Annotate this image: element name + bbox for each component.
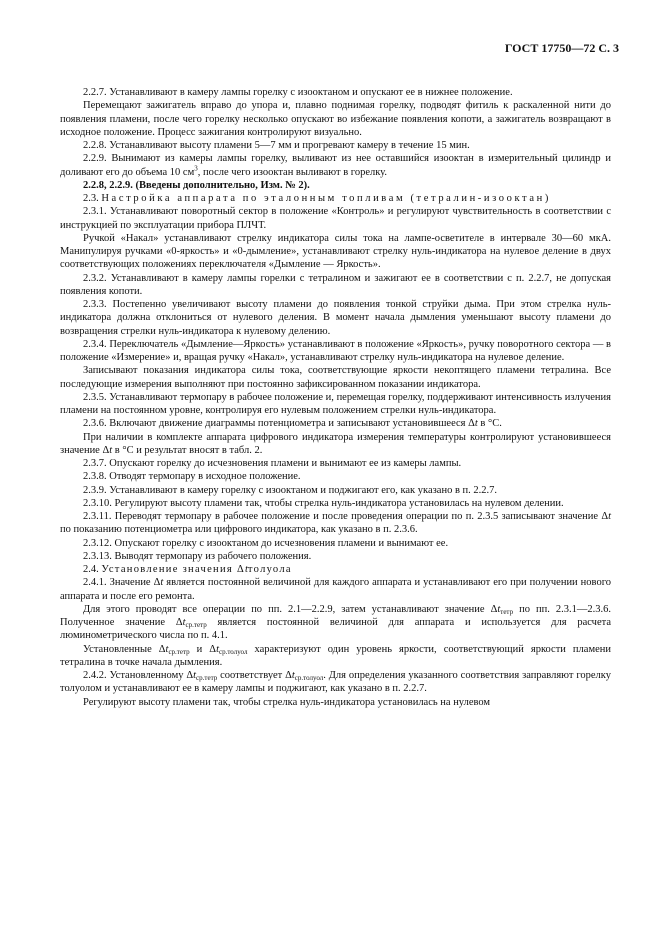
paragraph: Записывают показания индикатора силы тока, соответствующие яркости некоптящего пламени тетралина. Все последующие измерения выполняют при постоянно зафиксированном показании индикатора. [60, 365, 611, 390]
section-heading: 2.3. Настройка аппарата по эталонным топливам (тетралин-изооктан) [83, 193, 551, 204]
paragraph: 2.2.7. Устанавливают в камеру лампы горелку с изооктаном и опускают ее в нижнее положение. [83, 87, 513, 98]
section-heading: 2.4. Установление значения Δtтолуола [83, 564, 292, 575]
paragraph: Ручкой «Накал» устанавливают стрелку индикатора силы тока на лампе-осветителе в интервале 30—60 мкА. Манипулируя ручками «0-яркость» и «0-дымление», устанавливают стрелку нуль-индикатора на нулевое деление в двух соответствующих положениях переключателя «Дымление — Яркость». [60, 232, 611, 271]
paragraph: 2.3.2. Устанавливают в камеру лампы горелки с тетралином и зажигают ее в соответствии с п. 2.2.7, не допуская появления копоти. [60, 272, 611, 297]
paragraph: 2.3.5. Устанавливают термопару в рабочее положение и, перемещая горелку, поддерживают интенсивность излучения пламени на постоянном уровне, контролируя его нулевым положением стрелки нуль-индикатора. [60, 391, 611, 416]
paragraph: Установленные $\Delta t_{ср.тетр}$ и $\Delta t_{ср.толуол}$ характеризуют один уровень яркости, соответствующий яркости пламени тетралина в точке начала дымления. [60, 643, 611, 668]
paragraph: 2.3.4. Переключатель «Дымление—Яркость» устанавливают в положение «Яркость», ручку поворотного сектора — в положение «Измерение» и, вращая ручку «Накал», устанавливают стрелку нуль-индикатора на нулевое деление. [60, 338, 611, 363]
paragraph: 2.3.12. Опускают горелку с изооктаном до исчезновения пламени и вынимают ее. [83, 537, 449, 549]
paragraph: 2.3.6. Включают движение диаграммы потенциометра и записывают установившееся Δt в °С. [83, 418, 502, 430]
paragraph: 2.4.1. Значение Δt является постоянной величиной для каждого аппарата и устанавливают его при получении нового аппарата и после его ремонта. [60, 577, 611, 602]
paragraph: 2.3.8. Отводят термопару в исходное положение. [83, 471, 301, 483]
paragraph: Перемещают зажигатель вправо до упора и, плавно поднимая горелку, подводят фитиль к раскаленной нити до появления пламени, после чего горелку несколько опускают во избежание появления копоти, а зажигатель возвращают в исходное положение. Процесс зажигания контролируют визуально. [60, 100, 611, 138]
page-header: ГОСТ 17750—72 С. 3 [504, 41, 619, 55]
paragraph: 2.2.9. Вынимают из камеры лампы горелку, выливают из нее оставшийся изооктан в измерительный цилиндр и доливают его до объема 10 $см^3$, после чего изооктан выливают в горелку. [60, 153, 611, 178]
paragraph: 2.3.9. Устанавливают в камеру горелку с изооктаном и поджигают его, как указано в п. 2.2.7. [83, 484, 498, 496]
paragraph: 2.3.3. Постепенно увеличивают высоту пламени до появления тонкой струйки дыма. При этом стрелка нуль-индикатора должна отклониться от нулевого деления. В момент начала дымления уменьшают высоту пламени до возвращения стрелки нуль-индикатора к нулевому делению. [60, 299, 611, 337]
amendment-note: 2.2.8, 2.2.9. (Введены дополнительно, Изм. № 2). [83, 179, 310, 191]
paragraph: 2.3.10. Регулируют высоту пламени так, чтобы стрелка нуль-индикатора установилась на нулевом делении. [83, 497, 564, 509]
document-body [60, 86, 611, 709]
paragraph: 2.4.2. Установленному $\Delta t_{ср.тетр}$ соответствует $\Delta t_{ср.толуол}$. Для определения указанного соответствия заправляют горелку толуолом и устанавливают ее в камеру лампы и поджигают, как указано в п. 2.2.7. [60, 670, 611, 695]
paragraph: 2.3.13. Выводят термопару из рабочего положения. [83, 550, 312, 562]
paragraph: Для этого проводят все операции по пп. 2.1—2.2.9, затем устанавливают значение $\Delta t_{тетр}$ по пп. 2.3.1—2.3.6. Полученное значение $\Delta t_{ср.тетр}$ является постоянной величиной для аппарата и используется для расчета люминометрического числа по п. 4.1. [60, 603, 611, 642]
paragraph: Регулируют высоту пламени так, чтобы стрелка нуль-индикатора установилась на нулевом [83, 696, 491, 708]
paragraph: 2.3.1. Устанавливают поворотный сектор в положение «Контроль» и регулируют чувствительность в соответствии с инструкцией по эксплуатации прибора ПЛЧТ. [60, 206, 611, 231]
paragraph: 2.2.8. Устанавливают высоту пламени 5—7 мм и прогревают камеру в течение 15 мин. [83, 140, 470, 151]
paragraph: 2.3.11. Переводят термопару в рабочее положение и после проведения операции по п. 2.3.5 записывают значение Δt по показанию потенциометра или цифрового индикатора, как указано в п. 2.3.6. [60, 511, 611, 536]
paragraph: При наличии в комплекте аппарата цифрового индикатора измерения температуры контролируют установившееся значение Δt в °С и результат вносят в табл. 2. [60, 431, 611, 456]
paragraph: 2.3.7. Опускают горелку до исчезновения пламени и вынимают ее из камеры лампы. [83, 458, 462, 469]
